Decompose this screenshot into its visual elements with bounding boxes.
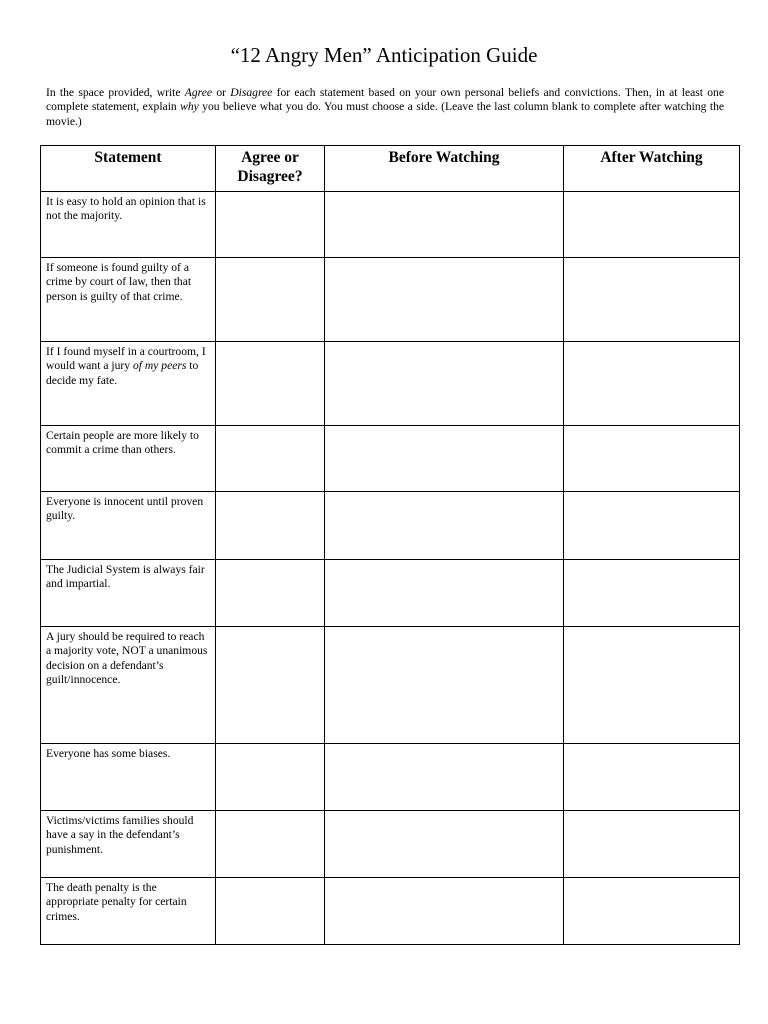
statement-cell [41,342,216,426]
table-header-row [41,146,740,192]
table-row [41,744,740,811]
table-row [41,878,740,945]
agree-disagree-cell[interactable] [216,627,325,744]
statement-cell: Certain people are more likely to commit a crime than others. [41,426,216,492]
agree-disagree-cell[interactable] [216,192,325,258]
statement-cell: The death penalty is the appropriate penalty for certain crimes. [41,878,216,945]
table-row [41,192,740,258]
agree-disagree-cell[interactable] [216,744,325,811]
header-statement: Statement [41,146,216,192]
agree-disagree-cell[interactable] [216,426,325,492]
after-watching-cell[interactable] [564,426,740,492]
table-row [41,560,740,627]
instructions-text: for each statement based on your own personal beliefs and convictions. Then, in at least one complete statement, explain [46,86,724,114]
statement-cell: It is easy to hold an opinion that is not the majority. [41,192,216,258]
statement-cell: The Judicial System is always fair and impartial. [41,560,216,627]
agree-disagree-cell[interactable] [216,560,325,627]
instructions-text: you believe what you do. You must choose a side. (Leave the last column blank to complete after watching the movie.) [46,100,725,128]
agree-disagree-cell[interactable] [216,342,325,426]
instructions-text: or [212,86,231,99]
anticipation-guide-table [40,145,740,945]
after-watching-cell[interactable] [564,878,740,945]
after-watching-cell[interactable] [564,492,740,560]
after-watching-cell[interactable] [564,258,740,342]
document-title: “12 Angry Men” Anticipation Guide [230,43,538,67]
statement-emphasis: of my peers [132,359,187,373]
disagree-word: Disagree [230,86,273,99]
statement-cell: Everyone is innocent until proven guilty. [41,492,216,560]
after-watching-cell[interactable] [564,560,740,627]
instructions-paragraph [46,86,724,129]
header-before-watching: Before Watching [325,146,564,192]
why-word: why [180,100,199,114]
table-row [41,426,740,492]
table-row [41,492,740,560]
statement-cell: If someone is found guilty of a crime by court of law, then that person is guilty of that crime. [41,258,216,342]
after-watching-cell[interactable] [564,811,740,878]
before-watching-cell[interactable] [325,258,564,342]
statement-cell: Victims/victims families should have a say in the defendant’s punishment. [41,811,216,878]
agree-disagree-cell[interactable] [216,492,325,560]
table-row [41,342,740,426]
statement-text: If I found myself in a courtroom, I would want a jury [46,345,206,373]
agree-disagree-cell[interactable] [216,258,325,342]
statement-cell: Everyone has some biases. [41,744,216,811]
after-watching-cell[interactable] [564,192,740,258]
before-watching-cell[interactable] [325,560,564,627]
statement-cell: A jury should be required to reach a majority vote, NOT a unanimous decision on a defendant’s guilt/innocence. [41,627,216,744]
after-watching-cell[interactable] [564,342,740,426]
statement-text: to decide my fate. [46,359,199,387]
before-watching-cell[interactable] [325,342,564,426]
table-row [41,258,740,342]
header-agree-disagree: Agree or Disagree? [216,146,325,192]
instructions-text: In the space provided, write [46,86,185,99]
before-watching-cell[interactable] [325,627,564,744]
table-row [41,811,740,878]
agree-disagree-cell[interactable] [216,811,325,878]
before-watching-cell[interactable] [325,426,564,492]
agree-word: Agree [184,86,213,99]
after-watching-cell[interactable] [564,627,740,744]
before-watching-cell[interactable] [325,878,564,945]
agree-disagree-cell[interactable] [216,878,325,945]
header-after-watching: After Watching [564,146,740,192]
after-watching-cell[interactable] [564,744,740,811]
before-watching-cell[interactable] [325,811,564,878]
before-watching-cell[interactable] [325,492,564,560]
table-row [41,627,740,744]
before-watching-cell[interactable] [325,744,564,811]
before-watching-cell[interactable] [325,192,564,258]
